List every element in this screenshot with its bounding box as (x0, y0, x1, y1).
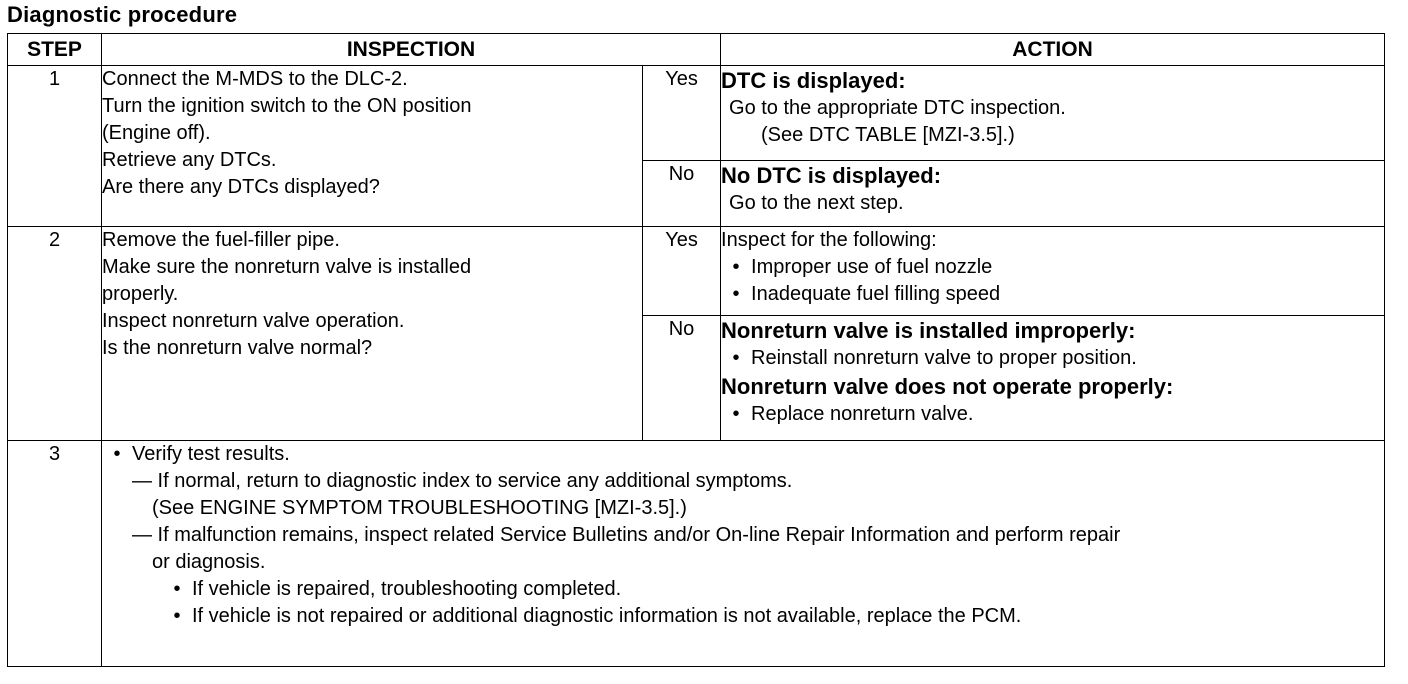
action-line: Inspect for the following: (721, 229, 937, 251)
no-label: No (643, 316, 721, 441)
action-cell (721, 161, 1385, 227)
inspection-line: (Engine off). (102, 122, 211, 144)
bullet-item (721, 254, 1384, 281)
bullet-text: Improper use of fuel nozzle (751, 256, 993, 278)
inspection-cell (102, 227, 643, 441)
action-line: (See DTC TABLE [MZI-3.5].) (761, 124, 1015, 146)
bullet-icon: • (732, 403, 740, 425)
bullet-item (721, 345, 1384, 372)
bullet-text: Inadequate fuel filling speed (751, 283, 1001, 305)
dash-continuation (102, 549, 1384, 576)
header-action: ACTION (721, 34, 1385, 66)
table-row (8, 227, 1385, 316)
bullet-text: If vehicle is repaired, troubleshooting completed. (192, 578, 622, 600)
sub-bullet-item (102, 603, 1384, 630)
bullet-item (102, 441, 1384, 468)
dash-item: — If normal, return to diagnostic index to service any additional symptoms. (132, 470, 793, 492)
inspection-line: properly. (102, 283, 179, 305)
inspection-line: Remove the fuel-filler pipe. (102, 229, 340, 251)
dash-continuation-text: or diagnosis. (152, 551, 266, 573)
header-row (8, 34, 1385, 66)
action-cell (721, 66, 1385, 161)
table-row (8, 441, 1385, 667)
bullet-text: Replace nonreturn valve. (751, 403, 974, 425)
sub-bullet-item (102, 576, 1384, 603)
bullet-text: If vehicle is not repaired or additional diagnostic information is not available, replace the PCM. (192, 605, 1022, 627)
step-number: 2 (8, 227, 102, 441)
bullet-text: Reinstall nonreturn valve to proper position. (751, 347, 1137, 369)
step-number: 3 (8, 441, 102, 667)
bullet-icon: • (173, 578, 181, 600)
action-cell (721, 316, 1385, 441)
yes-label: Yes (643, 227, 721, 316)
bullet-icon: • (732, 256, 740, 278)
inspection-line: Turn the ignition switch to the ON position (102, 95, 472, 117)
inspection-line: Make sure the nonreturn valve is installed (102, 256, 472, 278)
diagnostic-table (7, 33, 1385, 667)
table-row (8, 66, 1385, 161)
no-label: No (643, 161, 721, 227)
dash-item: — If malfunction remains, inspect related Service Bulletins and/or On-line Repair Information and perform repair (132, 524, 1121, 546)
action-line: Go to the next step. (729, 192, 904, 214)
step-number: 1 (8, 66, 102, 227)
action-heading: Nonreturn valve is installed improperly: (721, 318, 1136, 343)
inspection-line: Connect the M-MDS to the DLC-2. (102, 68, 408, 90)
header-step: STEP (8, 34, 102, 66)
bullet-icon: • (113, 443, 121, 465)
bullet-icon: • (732, 283, 740, 305)
inspection-cell (102, 441, 1385, 667)
action-heading: DTC is displayed: (721, 68, 906, 93)
dash-continuation: (See ENGINE SYMPTOM TROUBLESHOOTING [MZI-3.5].) (152, 497, 687, 519)
bullet-item (721, 281, 1384, 308)
inspection-line: Are there any DTCs displayed? (102, 176, 380, 198)
action-line: Go to the appropriate DTC inspection. (729, 97, 1066, 119)
page-title: Diagnostic procedure (7, 2, 238, 27)
inspection-line: Is the nonreturn valve normal? (102, 337, 373, 359)
inspection-line: Retrieve any DTCs. (102, 149, 277, 171)
inspection-line: Inspect nonreturn valve operation. (102, 310, 405, 332)
action-heading: No DTC is displayed: (721, 163, 942, 188)
yes-label: Yes (643, 66, 721, 161)
bullet-icon: • (173, 605, 181, 627)
action-heading: Nonreturn valve does not operate properly: (721, 374, 1174, 399)
inspection-cell (102, 66, 643, 227)
header-inspection: INSPECTION (102, 34, 721, 66)
action-cell (721, 227, 1385, 316)
bullet-icon: • (732, 347, 740, 369)
bullet-item (721, 401, 1384, 428)
bullet-text: Verify test results. (132, 443, 290, 465)
